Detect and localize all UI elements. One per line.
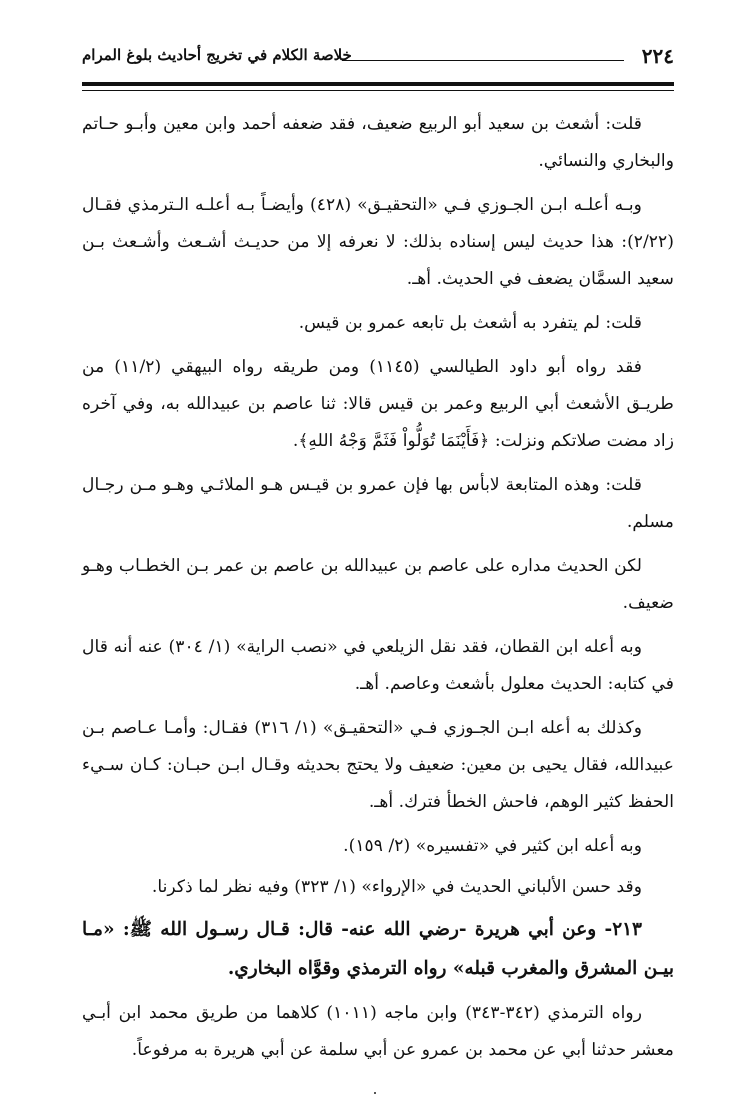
paragraph: فقد رواه أبو داود الطيالسي (١١٤٥) ومن طريقه رواه البيهقي (١١/٢) من طريـق الأشعث أبي الربيع وعمر بن قيس قالا: ثنا عاصم بن عبيدالله به، وفي آخره زاد مضت صلاتكم ونزلت: ﴿فَأَيْنَمَا تُوَلُّواْ فَثَمَّ وَجْهُ اللهِ﴾.	[82, 357, 674, 451]
paragraph: وكذلك به أعله ابـن الجـوزي فـي «التحقيـق» (١/ ٣١٦) فقـال: وأمـا عـاصم بـن عبيدالله، فقال يحيى بن معين: ضعيف ولا يحتج بحديثه وقـال ابـن حبـان: كـان سـيء الحفظ كثير الوهم، فاحش الخطأ فترك. أهـ.	[82, 718, 674, 812]
paragraph: وبه أعله ابن القطان، فقد نقل الزيلعي في «نصب الراية» (١/ ٣٠٤) عنه أنه قال في كتابه: الحديث معلول بأشعث وعاصم. أهـ.	[82, 637, 674, 694]
paragraph: وقد حسن الألباني الحديث في «الإرواء» (١/ ٣٢٣) وفيه نظر لما ذكرنا.	[151, 877, 642, 897]
paragraph: وبـه أعلـه ابـن الجـوزي فـي «التحقيـق» (٤٢٨) وأيضـاً بـه أعلـه الـترمذي فقـال (٢/٢٢): هذا حديث ليس إسناده بذلك: لا نعرفه إلا من حديـث أشـعث وأشـعث بـن سعيد السمَّان يضعف في الحديث. أهـ.	[82, 195, 674, 289]
page-body	[82, 106, 674, 1076]
paragraph: وبه أعله ابن كثير في «تفسيره» (٢/ ١٥٩).	[343, 836, 642, 856]
paragraph: قلت: أشعث بن سعيد أبو الربيع ضعيف، فقد ضعفه أحمد وابن معين وأبـو حـاتم والبخاري والنسائي.	[82, 114, 674, 171]
header-divider	[342, 60, 624, 61]
page-dot	[374, 1092, 376, 1094]
page-number: ٢٢٤	[641, 44, 674, 68]
page-header	[82, 42, 674, 72]
running-title: خلاصة الكلام في تخريج أحاديث بلوغ المرام	[82, 46, 352, 64]
paragraph: لكن الحديث مداره على عاصم بن عبيدالله بن عاصم بن عمر بـن الخطـاب وهـو ضعيف.	[82, 556, 674, 613]
paragraph: قلت: وهذه المتابعة لابأس بها فإن عمرو بن قيـس هـو الملائـي وهـو مـن رجـال مسلم.	[82, 475, 674, 532]
paragraph: قلت: لم يتفرد به أشعث بل تابعه عمرو بن قيس.	[298, 313, 642, 333]
header-rule-thin	[82, 90, 674, 91]
header-rule-thick	[82, 82, 674, 86]
paragraph: رواه الترمذي (٣٤٢-٣٤٣) وابن ماجه (١٠١١) كلاهما من طريق محمد ابن أبـي معشر حدثنا أبي عن محمد بن عمرو عن أبي سلمة عن أبي هريرة به مرفوعاً.	[82, 1003, 674, 1060]
hadith-213: ٢١٣- وعن أبي هريرة -رضي الله عنه- قال: قـال رسـول الله ﷺ: «مـا بيـن المشرق والمغرب قبله» رواه الترمذي وقوَّاه البخاري.	[82, 919, 674, 979]
